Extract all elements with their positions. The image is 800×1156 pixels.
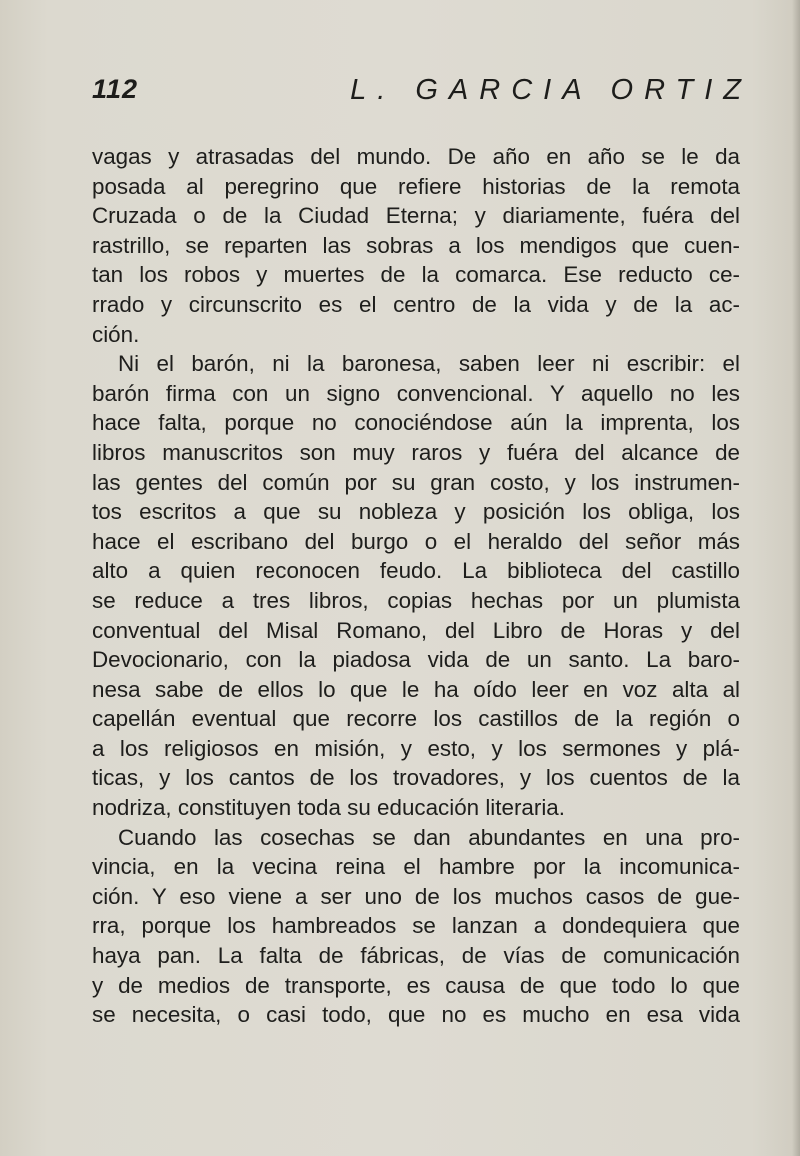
- text-line: barón firma con un signo convencional. Y aquello no les: [92, 380, 740, 406]
- text-line: y de medios de transporte, es causa de que todo lo que: [92, 972, 740, 998]
- running-header: [92, 70, 752, 114]
- text-line: hace falta, porque no conociéndose aún la imprenta, los: [92, 410, 740, 436]
- text-line: nodriza, constituyen toda su educación literaria.: [92, 795, 565, 821]
- text-line: ción. Y eso viene a ser uno de los muchos casos de gue-: [92, 883, 740, 909]
- text-line: libros manuscritos son muy raros y fuéra del alcance de: [92, 439, 740, 465]
- text-line: posada al peregrino que refiere historias de la remota: [92, 173, 740, 199]
- page-edge-shadow: [792, 0, 800, 1156]
- text-line: hace el escribano del burgo o el heraldo del señor más: [92, 528, 740, 554]
- text-line: tos escritos a que su nobleza y posición los obliga, los: [92, 499, 740, 525]
- text-line: las gentes del común por su gran costo, y los instrumen-: [92, 469, 740, 495]
- text-line: vagas y atrasadas del mundo. De año en año se le da: [92, 144, 740, 169]
- text-line: haya pan. La falta de fábricas, de vías de comunicación: [92, 943, 740, 969]
- page-number: 112: [92, 74, 139, 104]
- text-line: se necesita, o casi todo, que no es mucho en esa vida: [92, 1002, 740, 1028]
- text-line: Cruzada o de la Ciudad Eterna; y diariamente, fuéra del: [92, 203, 740, 229]
- text-line: a los religiosos en misión, y esto, y los sermones y plá-: [92, 735, 740, 761]
- text-line: rrado y circunscrito es el centro de la vida y de la ac-: [92, 291, 740, 317]
- text-line: Ni el barón, ni la baronesa, saben leer ni escribir: el: [118, 351, 740, 377]
- text-line: se reduce a tres libros, copias hechas por un plumista: [92, 587, 740, 613]
- text-line: conventual del Misal Romano, del Libro de Horas y del: [92, 617, 740, 643]
- text-line: Devocionario, con la piadosa vida de un santo. La baro-: [92, 647, 740, 673]
- text-line: ción.: [92, 321, 140, 347]
- text-line: tan los robos y muertes de la comarca. Ese reducto ce-: [92, 262, 740, 288]
- text-line: rastrillo, se reparten las sobras a los mendigos que cuen-: [92, 232, 740, 258]
- body-text: [92, 142, 740, 1030]
- text-line: nesa sabe de ellos lo que le ha oído leer en voz alta al: [92, 676, 740, 702]
- text-line: capellán eventual que recorre los castillos de la región o: [92, 706, 740, 732]
- text-line: rra, porque los hambreados se lanzan a dondequiera que: [92, 913, 740, 939]
- text-line: Cuando las cosechas se dan abundantes en una pro-: [118, 824, 740, 850]
- text-line: alto a quien reconocen feudo. La biblioteca del castillo: [92, 558, 740, 584]
- text-line: vincia, en la vecina reina el hambre por la incomunica-: [92, 854, 740, 880]
- running-title: L. GARCIA ORTIZ: [350, 74, 752, 106]
- text-line: ticas, y los cantos de los trovadores, y los cuentos de la: [92, 765, 740, 791]
